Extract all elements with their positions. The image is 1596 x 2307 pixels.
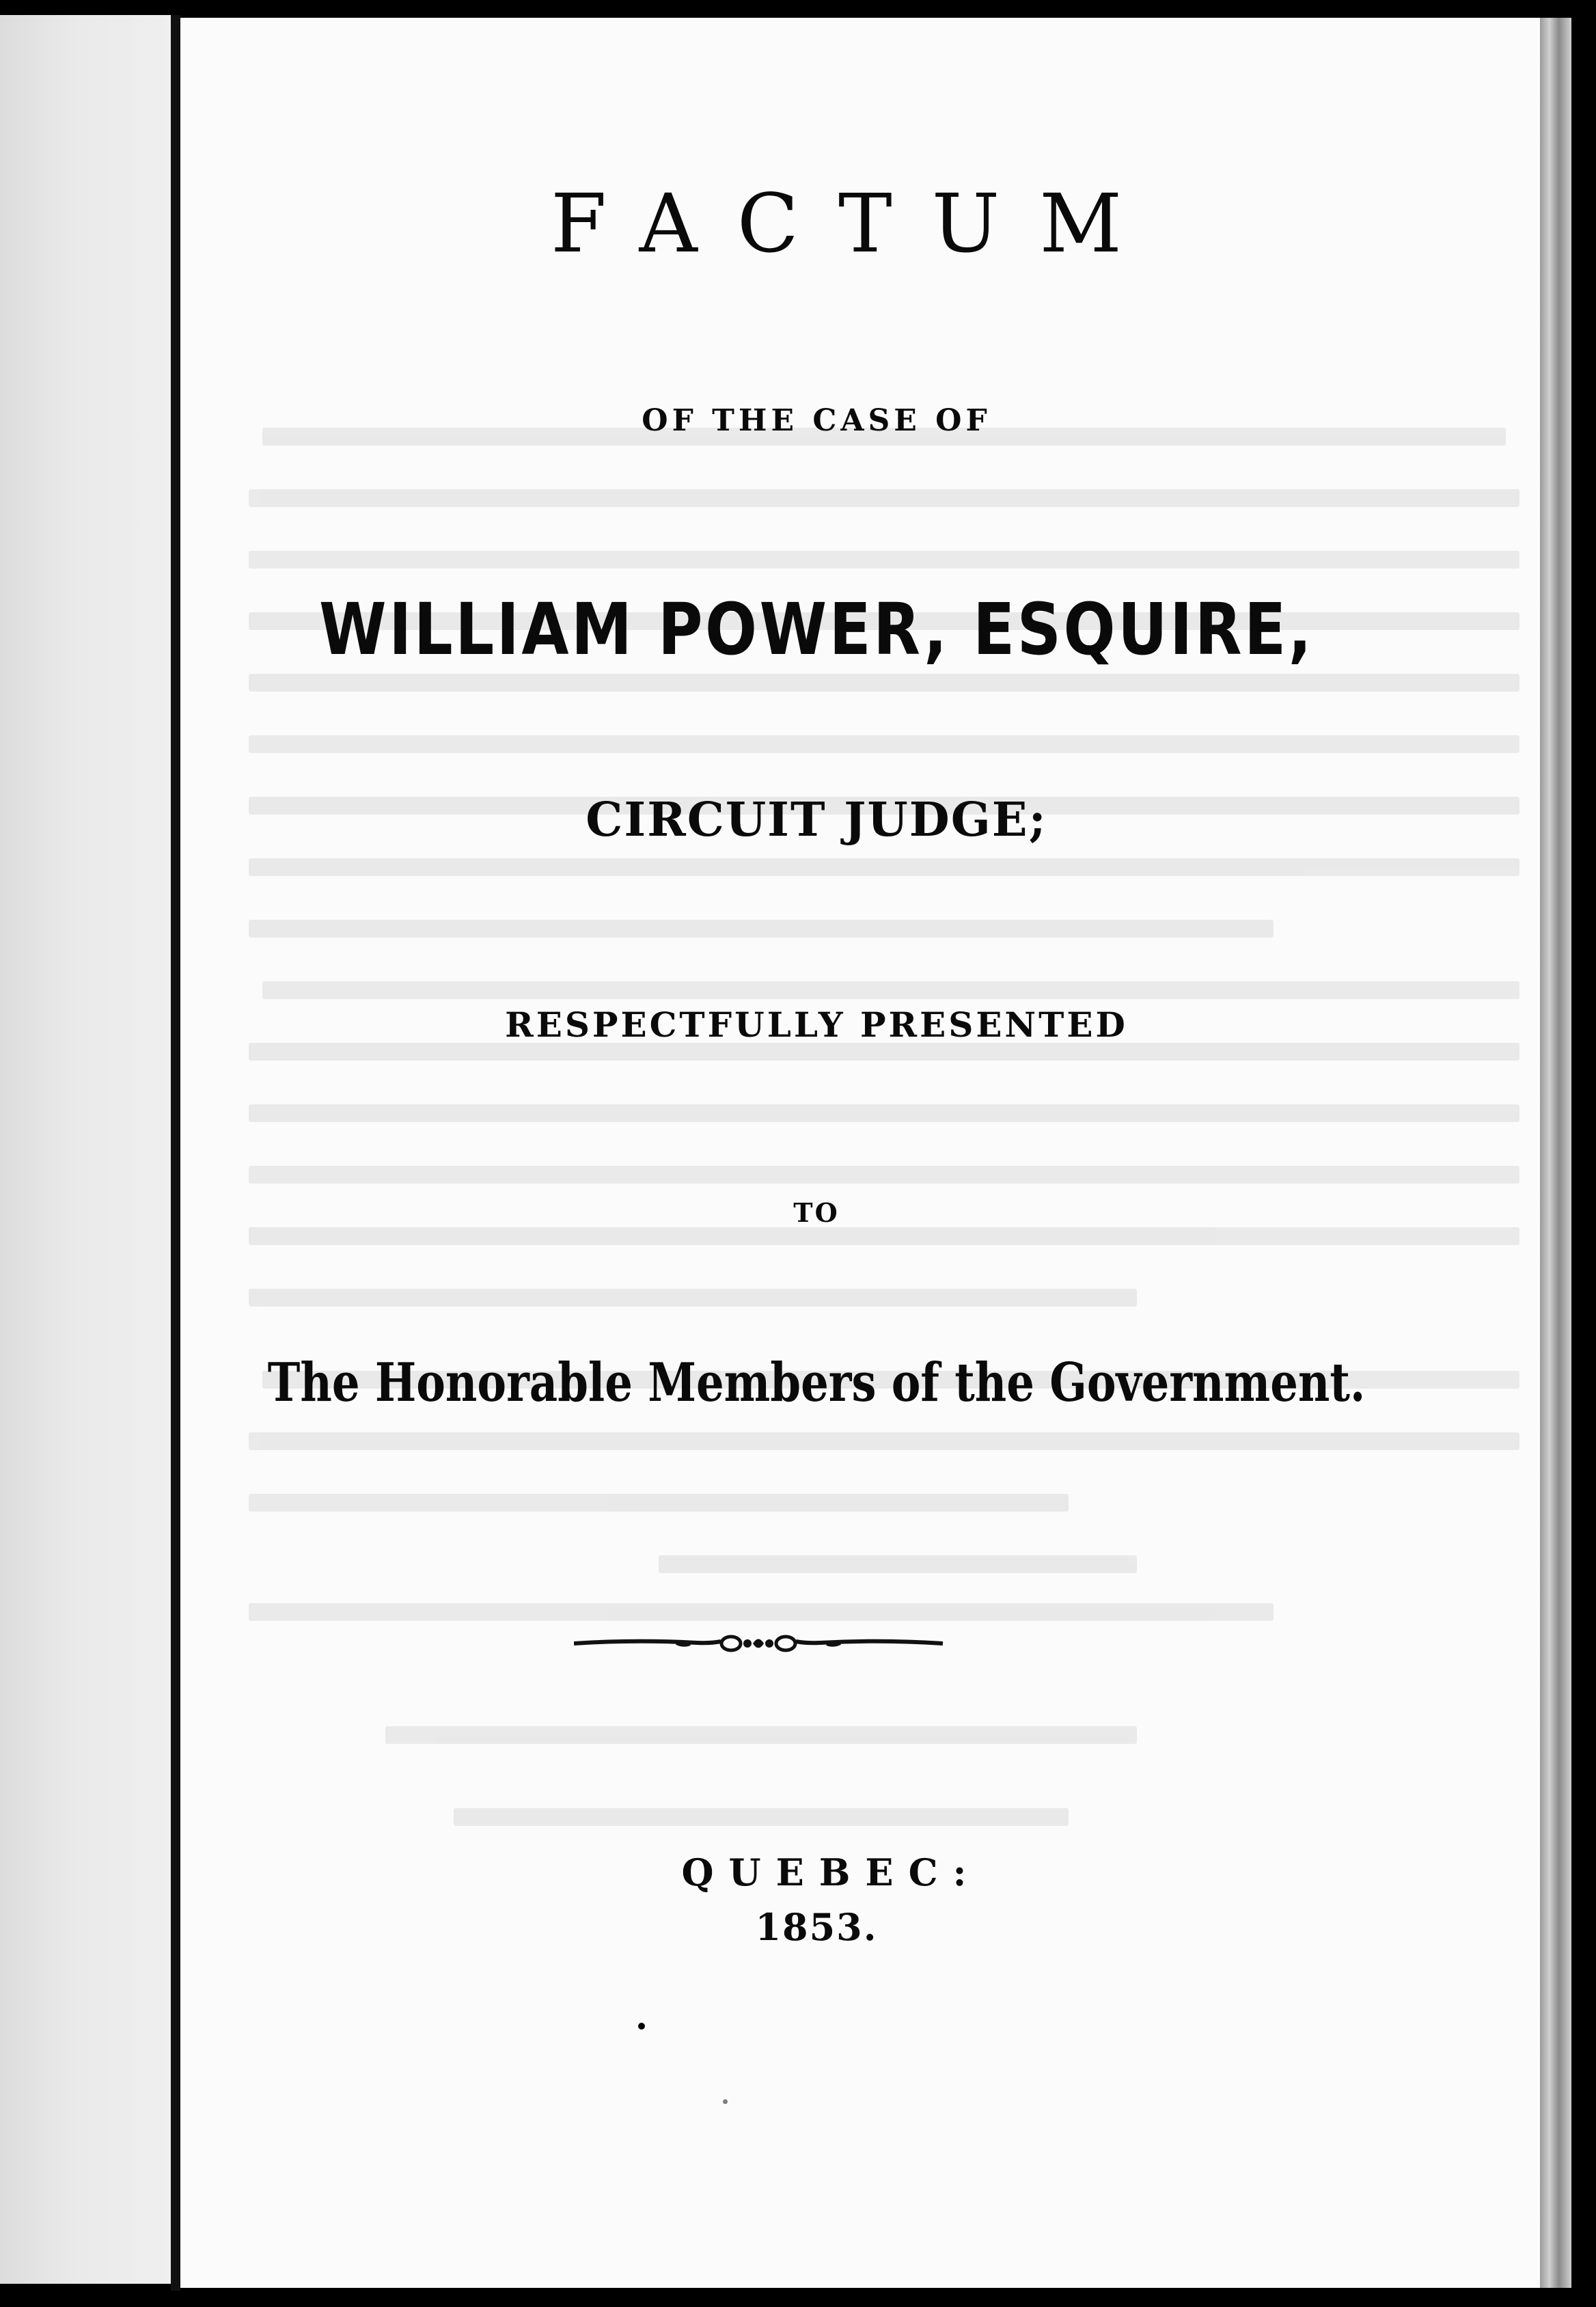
binding-gutter — [171, 15, 180, 2291]
print-speck — [638, 2023, 645, 2030]
ornament-rule-icon — [574, 1626, 943, 1661]
to-line: TO — [793, 1197, 840, 1228]
addressee: The Honorable Members of the Government. — [267, 1352, 1366, 1414]
page-edge — [1540, 18, 1571, 2288]
document-title: FACTUM — [550, 176, 1162, 271]
respectfully-presented: RESPECTFULLY PRESENTED — [505, 1005, 1128, 1045]
imprint-place: QUEBEC: — [681, 1851, 982, 1894]
subtitle-of-the-case-of: OF THE CASE OF — [642, 403, 991, 438]
subject-name: WILLIAM POWER, ESQUIRE, — [318, 588, 1315, 671]
imprint-year: 1853. — [755, 1905, 878, 1949]
print-speck — [723, 2099, 728, 2104]
subject-office: CIRCUIT JUDGE; — [586, 793, 1047, 847]
